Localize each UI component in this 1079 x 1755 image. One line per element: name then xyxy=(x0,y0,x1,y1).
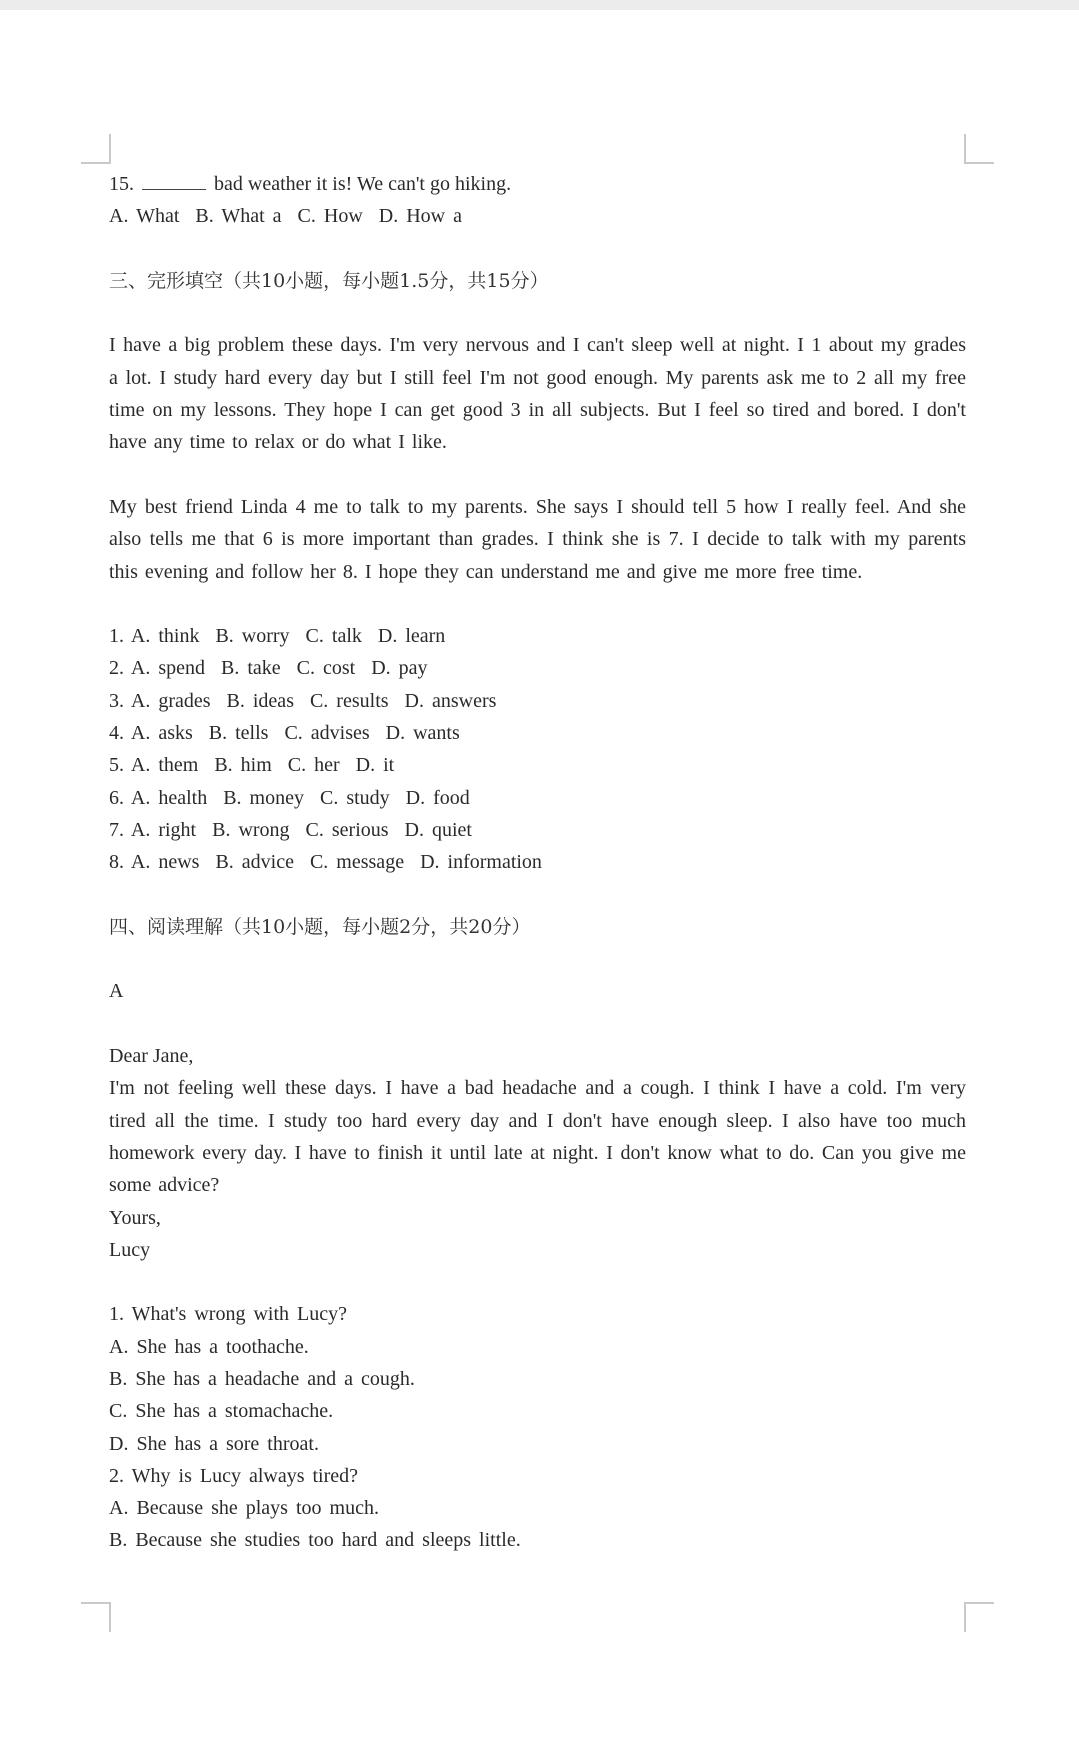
letter-closing: Yours, xyxy=(109,1206,161,1229)
crop-mark-top-right xyxy=(964,134,994,164)
reading-question-line: 2. Why is Lucy always tired? xyxy=(109,1464,359,1487)
crop-mark-bottom-right xyxy=(964,1602,994,1632)
reading-question-line: 1. What's wrong with Lucy? xyxy=(109,1303,347,1326)
section-4-heading: 四、阅读理解（共10小题，每小题2分，共20分） xyxy=(109,915,531,938)
question-15-options: A. What B. What a C. How D. How a xyxy=(109,205,462,228)
passage-label: A xyxy=(109,980,124,1003)
reading-option-line: C. She has a stomachache. xyxy=(109,1400,334,1423)
cloze-option-row: 7. A. right B. wrong C. serious D. quiet xyxy=(109,818,472,841)
reading-option-line: A. She has a toothache. xyxy=(109,1335,309,1358)
cloze-option-row: 4. A. asks B. tells C. advises D. wants xyxy=(109,722,460,745)
cloze-option-row: 1. A. think B. worry C. talk D. learn xyxy=(109,625,446,648)
cloze-option-row: 2. A. spend B. take C. cost D. pay xyxy=(109,657,428,680)
reading-option-line: B. She has a headache and a cough. xyxy=(109,1367,415,1390)
letter-body: I'm not feeling well these days. I have a bad headache and a cough. I think I have a cold. I'm very tired all the time. I study too hard every day and I don't have enough sleep. I also have too much homework every day. I have to finish it until late at night. I don't know what to do. Can you give me some advice? xyxy=(109,1077,966,1197)
question-number: 15. xyxy=(109,173,134,195)
question-15 xyxy=(109,168,966,200)
reading-option-line: D. She has a sore throat. xyxy=(109,1432,319,1455)
cloze-paragraph-1: I have a big problem these days. I'm very nervous and I can't sleep well at night. I 1 about my grades a lot. I study hard every day but I still feel I'm not good enough. My parents ask me to 2 all my free time on my lessons. They hope I can get good 3 in all subjects. But I feel so tired and bored. I don't have any time to relax or do what I like. xyxy=(109,334,966,454)
page-content xyxy=(109,168,966,1557)
reading-option-line: A. Because she plays too much. xyxy=(109,1497,379,1520)
letter-signature: Lucy xyxy=(109,1238,151,1261)
crop-mark-top-left xyxy=(81,134,111,164)
answer-blank xyxy=(142,169,206,190)
reading-option-line: B. Because she studies too hard and sleeps little. xyxy=(109,1529,521,1552)
cloze-option-row: 5. A. them B. him C. her D. it xyxy=(109,754,395,777)
crop-mark-bottom-left xyxy=(81,1602,111,1632)
cloze-option-row: 6. A. health B. money C. study D. food xyxy=(109,786,470,809)
cloze-option-row: 3. A. grades B. ideas C. results D. answers xyxy=(109,689,497,712)
cloze-paragraph-2: My best friend Linda 4 me to talk to my parents. She says I should tell 5 how I really feel. And she also tells me that 6 is more important than grades. I think she is 7. I decide to talk with my parents this evening and follow her 8. I hope they can understand me and give me more free time. xyxy=(109,495,966,583)
question-stem: bad weather it is! We can't go hiking. xyxy=(214,173,512,195)
document-page xyxy=(0,10,1079,1755)
letter-greeting: Dear Jane, xyxy=(109,1045,194,1068)
cloze-option-row: 8. A. news B. advice C. message D. information xyxy=(109,851,542,874)
section-3-heading: 三、完形填空（共10小题，每小题1.5分，共15分） xyxy=(109,269,549,292)
